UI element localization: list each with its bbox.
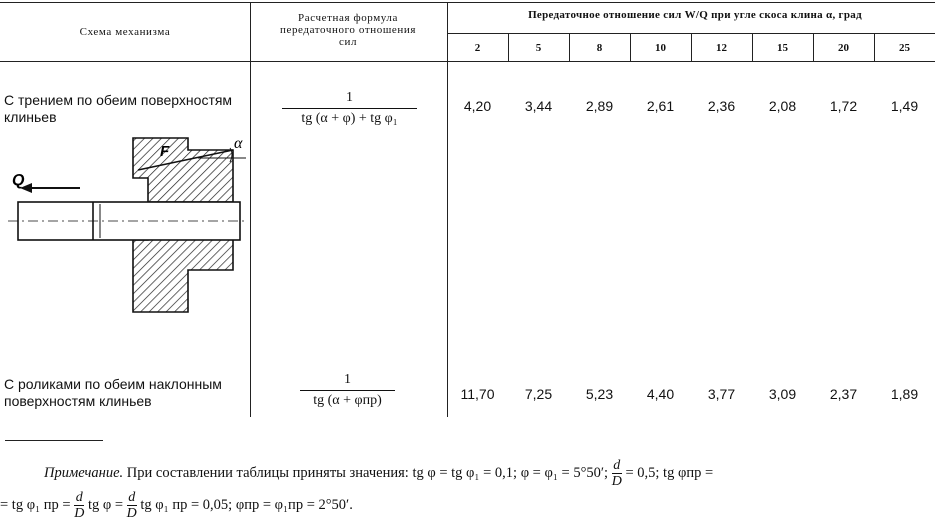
note-line1-frac-num: d <box>613 458 621 473</box>
row2-value: 11,70 <box>460 386 495 402</box>
angle-header-12: 12 <box>716 42 727 54</box>
col-divider-1 <box>250 2 251 417</box>
wedge-body-upper <box>133 138 233 202</box>
row1-value: 2,61 <box>646 98 675 114</box>
row2-label: С роликами по обеим наклонным поверхностям клиньев <box>4 376 222 409</box>
note-line2-frac-2: $\frac{d}{D}$ <box>126 490 137 521</box>
note-line1-frac-den: D <box>611 474 622 489</box>
row2-formula <box>300 372 395 409</box>
note-line-2 <box>0 490 353 521</box>
angle-header-25: 25 <box>899 42 910 54</box>
row1-value: 2,08 <box>768 98 797 114</box>
angle-header-20: 20 <box>838 42 849 54</box>
row1-formula-denominator: tg (α + φ) + tg φ₁ <box>301 111 398 126</box>
row1-value: 2,89 <box>585 98 614 114</box>
row2-value: 5,23 <box>585 386 614 402</box>
row2-formula-bar <box>300 390 395 391</box>
label-alpha: α <box>234 135 243 152</box>
table-top-border <box>0 2 935 3</box>
row1-formula <box>282 90 417 127</box>
row2-value: 1,89 <box>890 386 919 402</box>
row1-value: 3,44 <box>524 98 553 114</box>
header-formula: Расчетная формула передаточного отношения сил <box>279 12 417 48</box>
row2-value: 4,40 <box>646 386 675 402</box>
row2-formula-numerator: 1 <box>344 372 351 387</box>
mechanism-diagram <box>8 130 248 320</box>
row2-value: 3,09 <box>768 386 797 402</box>
row2-value: 7,25 <box>524 386 553 402</box>
header-scheme: Схема механизма <box>79 26 171 38</box>
note-line2-mid1: tg φ = <box>87 496 124 513</box>
footnote-rule <box>5 440 103 441</box>
row1-value: 1,72 <box>829 98 858 114</box>
angle-header-5: 5 <box>535 42 542 54</box>
row2-value: 2,37 <box>829 386 858 402</box>
note-line2-frac-1: $\frac{d}{D}$ <box>74 490 85 521</box>
row1-formula-bar <box>282 108 417 109</box>
note-line1-frac <box>612 458 622 489</box>
row2-formula-denominator: tg (α + φпр) <box>313 393 382 408</box>
row1-value: 2,36 <box>707 98 736 114</box>
note-line1-tail: = 0,5; tg φпр = <box>625 464 714 481</box>
header-ratio: Передаточное отношение сил W/Q при угле скоса клина α, град <box>528 9 862 21</box>
note-line2-mid2: tg φ₁ пр = 0,05; φпр = φ₁пр = 2°50′. <box>140 496 353 513</box>
note-line2-head: = tg φ₁ пр = <box>0 496 71 513</box>
angle-header-10: 10 <box>655 42 666 54</box>
row1-formula-numerator: 1 <box>346 90 353 105</box>
angle-header-8: 8 <box>596 42 603 54</box>
note-line-1 <box>44 458 713 489</box>
angle-header-15: 15 <box>777 42 788 54</box>
label-q: Q <box>12 172 25 189</box>
label-f: F <box>160 143 170 160</box>
row1-value: 4,20 <box>463 98 492 114</box>
row1-label: С трением по обеим поверхностям клиньев <box>4 92 233 125</box>
angle-header-2: 2 <box>474 42 481 54</box>
col-divider-2 <box>447 2 448 417</box>
row2-value: 3,77 <box>707 386 736 402</box>
note-title: Примечание. <box>44 464 124 481</box>
header-bottom-border <box>0 61 935 62</box>
note-line1-text: При составлении таблицы приняты значения: tg φ = tg φ₁ = 0,1; φ = φ₁ = 5°50′; <box>126 464 609 481</box>
row1-value: 1,49 <box>890 98 919 114</box>
